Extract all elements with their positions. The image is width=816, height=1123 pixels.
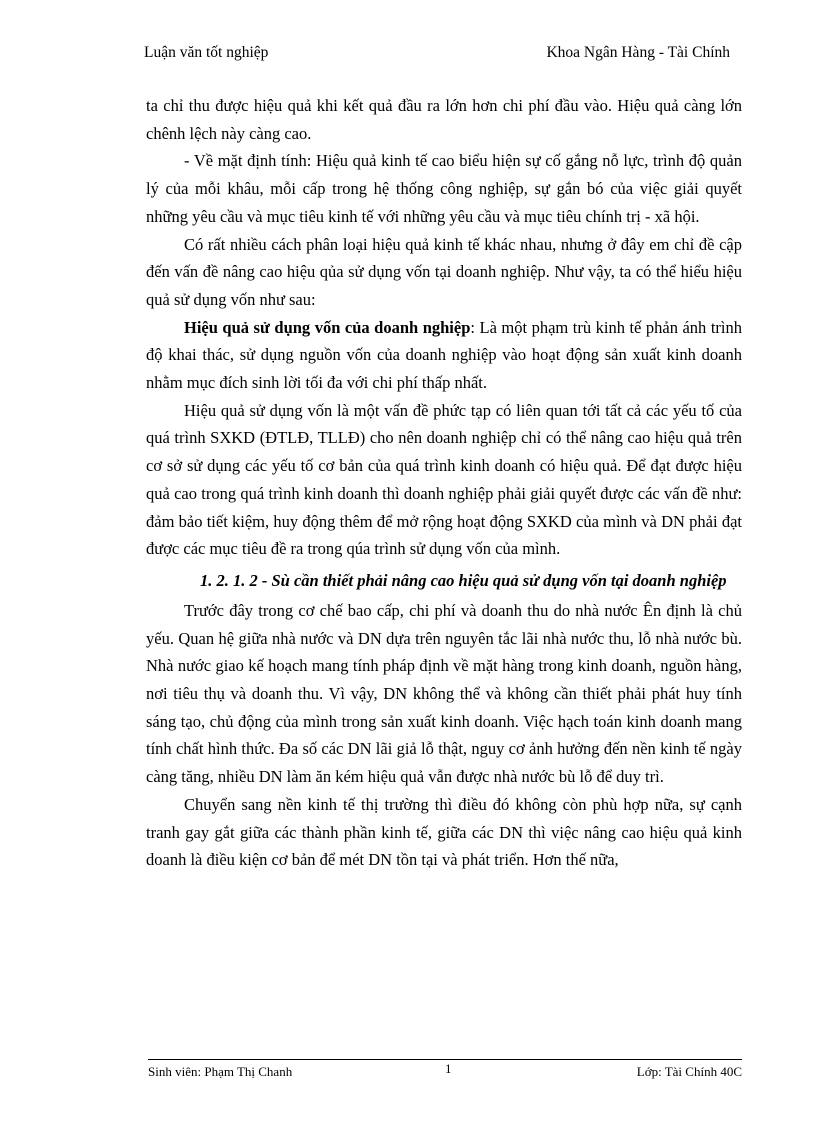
paragraph-3: Có rất nhiều cách phân loại hiệu quả kinh tế khác nhau, nhưng ở đây em chỉ đề cập đến vấn đề nâng cao hiệu qủa sử dụng vốn tại doanh nghiệp. Như vậy, ta có thể hiểu hiệu quả sử dụng vốn như sau: [146, 234, 742, 309]
page-footer [148, 1061, 742, 1080]
footer-page-number: 1 [445, 1061, 452, 1076]
section-heading: 1. 2. 1. 2 - Sù cần thiết phải nâng cao hiệu quả sử dụng vốn tại doanh nghiệp [200, 570, 727, 590]
header-faculty-label: Khoa Ngân Hàng - Tài Chính [546, 44, 730, 61]
term-definition-bold: Hiệu quả sử dụng vốn của doanh nghiệp [184, 317, 471, 337]
page-header [144, 44, 730, 62]
term-definition-text: : Là một phạm trù kinh tế phản ánh trình độ khai thác, sử dụng nguồn vốn của doanh nghiệp vào hoạt động sản xuất kinh doanh nhằm mục đích sinh lời tối đa với chi phí thấp nhất. [146, 317, 742, 393]
footer-divider [148, 1059, 742, 1060]
document-body [146, 92, 742, 874]
footer-class-label: Lớp: Tài Chính 40C [636, 1064, 742, 1079]
paragraph-4 [146, 314, 742, 397]
header-thesis-label: Luận văn tốt nghiệp [144, 44, 269, 61]
paragraph-2: - Về mặt định tính: Hiệu quả kinh tế cao biểu hiện sự cố gắng nỗ lực, trình độ quản lý của mỗi khâu, mỗi cấp trong hệ thống công nghiệp, sự gắn bó của việc giải quyết những yêu cầu và mục tiêu kinh tế với những yêu cầu và mục tiêu chính trị - xã hội. [146, 151, 742, 226]
footer-student-name: Sinh viên: Phạm Thị Chanh [148, 1064, 293, 1079]
paragraph-7: Chuyển sang nền kinh tế thị trường thì điều đó không còn phù hợp nữa, sự cạnh tranh gay gắt giữa các thành phần kinh tế, giữa các DN thì việc nâng cao hiệu quả kinh doanh là điều kiện cơ bản để mét DN tồn tại và phát triển. Hơn thế nữa, [146, 794, 742, 870]
paragraph-6: Trước đây trong cơ chế bao cấp, chi phí và doanh thu do nhà nước Ên định là chủ yếu. Quan hệ giữa nhà nước và DN dựa trên nguyên tắc lãi nhà nước thu, lỗ nhà nước bù. Nhà nước giao kế hoạch mang tính pháp định về mặt hàng trong kinh doanh, nguồn hàng, nơi tiêu thụ và doanh thu. Vì vậy, DN không thể và không cần thiết phải phát huy tính sáng tạo, chủ động của mình trong sản xuất kinh doanh. Việc hạch toán kinh doanh mang tính chất hình thức. Đa số các DN lãi giả lỗ thật, nguy cơ ảnh hưởng đến nền kinh tế ngày càng tăng, nhiều DN làm ăn kém hiệu quả vẫn được nhà nước bù lỗ để duy trì. [146, 600, 742, 787]
paragraph-5: Hiệu quả sử dụng vốn là một vấn đề phức tạp có liên quan tới tất cả các yếu tố của quá trình SXKD (ĐTLĐ, TLLĐ) cho nên doanh nghiệp chỉ có thể nâng cao hiệu quả trên cơ sở sử dụng các yếu tố cơ bản của quá trình kinh doanh có hiệu quả. Để đạt được hiệu quả cao trong quá trình kinh doanh thì doanh nghiệp phải giải quyết được các vấn đề như: đảm bảo tiết kiệm, huy động thêm để mở rộng hoạt động SXKD của mình và DN phải đạt được các mục tiêu đề ra trong qúa trình sử dụng vốn của mình. [146, 400, 742, 559]
paragraph-1: ta chỉ thu được hiệu quả khi kết quả đầu ra lớn hơn chi phí đầu vào. Hiệu quả càng lớn chênh lệch này càng cao. [146, 96, 742, 143]
